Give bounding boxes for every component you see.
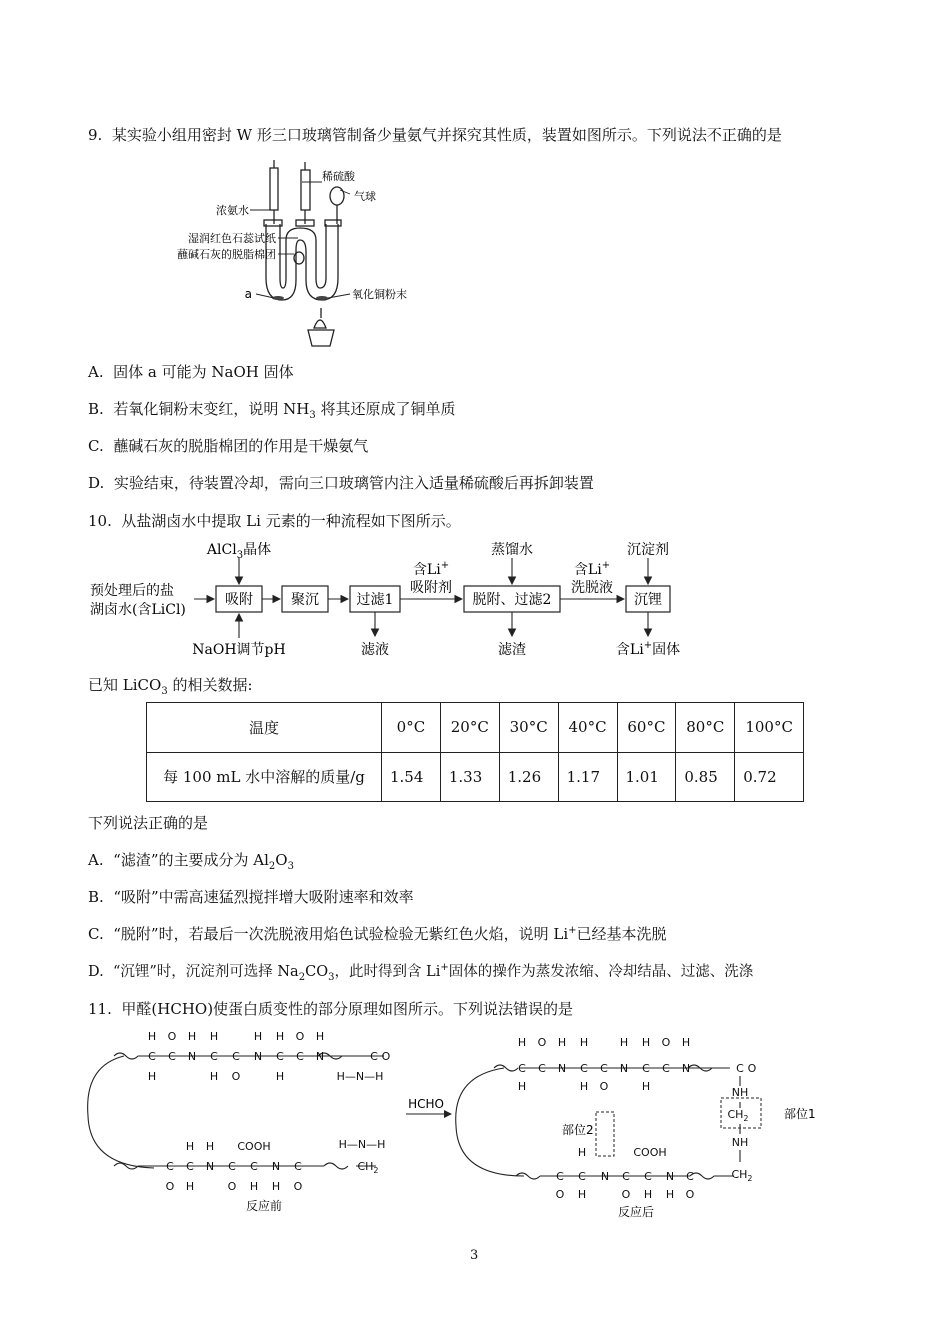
atom-label: C — [644, 1170, 652, 1183]
atom-label: C — [276, 1050, 284, 1063]
q10-stem: 10. 从盐湖卤水中提取 Li 元素的一种流程如下图所示。 — [88, 512, 461, 530]
table-cell: 0°C — [382, 703, 441, 753]
atom-label: C — [642, 1062, 650, 1075]
atom-label: O — [599, 1080, 609, 1093]
flow-out-solid: 含Li+固体 — [615, 640, 681, 658]
atom-label: H — [643, 1188, 653, 1201]
flow-arrow1-bottom: 吸附剂 — [410, 580, 452, 596]
atom-label: C — [538, 1062, 546, 1075]
atom-label: $CH_2$ — [727, 1108, 749, 1123]
atom-label: C — [232, 1050, 240, 1063]
atom-label: O — [295, 1030, 305, 1043]
table-cell: 40°C — [558, 703, 617, 753]
table-cell: 100°C — [735, 703, 804, 753]
atom-label: C — [148, 1050, 156, 1063]
flow-precipitant: 沉淀剂 — [627, 542, 669, 558]
page-number: 3 — [470, 1248, 479, 1263]
atom-label: C — [168, 1050, 176, 1063]
atom-label: H — [579, 1080, 589, 1093]
flow-naoh: NaOH调节pH — [192, 642, 286, 658]
table-row-label: 每 100 mL 水中溶解的质量/g — [147, 752, 382, 802]
table-cell: 1.54 — [382, 752, 441, 802]
atom-label: H — [147, 1030, 157, 1043]
table-cell: 0.85 — [676, 752, 735, 802]
q11-stem: 11. 甲醛(HCHO)使蛋白质变性的部分原理如图所示。下列说法错误的是 — [88, 1000, 574, 1018]
atom-label: H — [641, 1080, 651, 1093]
flow-out-filtrate: 滤液 — [361, 642, 389, 658]
atom-label: N — [315, 1050, 325, 1063]
atom-label: COOH — [237, 1140, 271, 1153]
atom-label: H — [253, 1030, 263, 1043]
atom-label: N — [271, 1160, 281, 1173]
q10-option-b: B. “吸附”中需高速猛烈搅拌增大吸附速率和效率 — [88, 888, 414, 906]
q10-option-a: A. “滤渣”的主要成分为 $Al_2O_3$ — [88, 851, 294, 872]
atom-label: N — [253, 1050, 263, 1063]
table-cell: 1.17 — [558, 752, 617, 802]
atom-label: C — [518, 1062, 526, 1075]
atom-label: C — [186, 1160, 194, 1173]
atom-label: C — [736, 1062, 744, 1075]
table-cell: 80°C — [676, 703, 735, 753]
atom-label: C — [580, 1062, 588, 1075]
atom-label: H — [271, 1180, 281, 1193]
flow-start-line1: 预处理后的盐 — [90, 583, 174, 599]
atom-label: H—N—H — [336, 1070, 384, 1083]
q10-option-d: D. “沉锂”时，沉淀剂可选择 $Na_2CO_3$，此时得到含 Li+固体的操作为蒸发浓缩、冷却结晶、过滤、洗涤 — [88, 962, 754, 983]
table-row — [147, 752, 804, 802]
atom-label: C — [228, 1160, 236, 1173]
atom-label: NH — [731, 1086, 749, 1099]
q10-option-c: C. “脱附”时，若最后一次洗脱液用焰色试验检验无紫红色火焰，说明 Li+已经基本洗脱 — [88, 925, 667, 943]
q10-known-data: 已知 LiCO$_3$ 的相关数据: — [88, 676, 253, 697]
atom-label: N — [665, 1170, 675, 1183]
atom-label: O — [167, 1030, 177, 1043]
box5-label: 沉锂 — [634, 592, 662, 608]
q10-prompt: 下列说法正确的是 — [88, 814, 209, 832]
atom-label: H—N—H — [338, 1138, 386, 1151]
table-cell: 1.01 — [617, 752, 676, 802]
atom-label: O — [685, 1188, 695, 1201]
atom-label: N — [187, 1050, 197, 1063]
after-label: 反应后 — [617, 1205, 655, 1219]
atom-label: O — [747, 1062, 757, 1075]
flow-arrow2-top: 含Li+ — [573, 560, 611, 578]
table-header-label: 温度 — [147, 703, 382, 753]
before-label: 反应前 — [245, 1199, 283, 1213]
atom-label: H — [249, 1180, 259, 1193]
atom-label: C — [294, 1160, 302, 1173]
atom-label: H — [209, 1070, 219, 1083]
atom-label: C — [556, 1170, 564, 1183]
atom-label: H — [205, 1140, 215, 1153]
atom-label: H — [577, 1146, 587, 1159]
atom-label: C — [250, 1160, 258, 1173]
table-row — [147, 703, 804, 753]
box4-label: 脱附、过滤2 — [472, 592, 552, 608]
table-cell: 30°C — [499, 703, 558, 753]
atom-label: O — [555, 1188, 565, 1201]
atom-label: H — [681, 1036, 691, 1049]
q9-option-c: C. 蘸碱石灰的脱脂棉团的作用是干燥氨气 — [88, 437, 369, 455]
atom-label: H — [275, 1070, 285, 1083]
atom-label: H — [209, 1030, 219, 1043]
flow-out-residue: 滤渣 — [498, 642, 526, 658]
q9-option-d: D. 实验结束，待装置冷却，需向三口玻璃管内注入适量稀硫酸后再拆卸装置 — [88, 474, 594, 492]
table-cell: 20°C — [440, 703, 499, 753]
atom-label: N — [557, 1062, 567, 1075]
atom-label: $CH_2$ — [731, 1168, 753, 1183]
atom-label: O — [381, 1050, 391, 1063]
ammonia-apparatus-figure — [150, 160, 440, 350]
atom-label: H — [315, 1030, 325, 1043]
label-ammonia-water: 浓氨水 — [216, 204, 249, 217]
atom-label: H — [275, 1030, 285, 1043]
atom-label: H — [517, 1080, 527, 1093]
label-solid-a: a — [244, 287, 252, 301]
atom-label: C — [686, 1170, 694, 1183]
table-cell: 1.33 — [440, 752, 499, 802]
box2-label: 聚沉 — [291, 592, 319, 608]
atom-label: H — [579, 1036, 589, 1049]
atom-label: COOH — [633, 1146, 667, 1159]
q9-option-b: B. 若氧化铜粉末变红，说明 $NH_3$ 将其还原成了铜单质 — [88, 400, 456, 421]
label-soda-lime: 蘸碱石灰的脱脂棉团 — [177, 248, 276, 261]
atom-label: H — [185, 1140, 195, 1153]
atom-label: N — [681, 1062, 691, 1075]
atom-label: H — [577, 1188, 587, 1201]
solubility-table — [146, 702, 804, 802]
atom-label: N — [205, 1160, 215, 1173]
atom-label: C — [622, 1170, 630, 1183]
atom-label: O — [231, 1070, 241, 1083]
atom-label: H — [185, 1180, 195, 1193]
atom-label: $CH_2$ — [357, 1160, 379, 1175]
protein-denaturation-figure — [84, 1026, 824, 1226]
label-litmus: 湿润红色石蕊试纸 — [188, 232, 276, 245]
box3-label: 过滤1 — [356, 592, 394, 608]
atom-label: H — [187, 1030, 197, 1043]
q9-option-a: A. 固体 a 可能为 NaOH 固体 — [88, 363, 294, 381]
label-dilute-acid: 稀硫酸 — [322, 170, 355, 183]
atom-label: C — [578, 1170, 586, 1183]
atom-label: O — [227, 1180, 237, 1193]
atom-label: H — [147, 1070, 157, 1083]
reagent-label: HCHO — [408, 1097, 444, 1111]
box1-label: 吸附 — [225, 592, 253, 608]
label-balloon: 气球 — [354, 190, 376, 203]
atom-label: C — [210, 1050, 218, 1063]
atom-label: O — [537, 1036, 547, 1049]
atom-label: H — [517, 1036, 527, 1049]
atom-label: H — [619, 1036, 629, 1049]
flow-start-line2: 湖卤水(含LiCl) — [90, 602, 186, 618]
atom-label: C — [662, 1062, 670, 1075]
atom-label: C — [296, 1050, 304, 1063]
q9-stem: 9. 某实验小组用密封 W 形三口玻璃管制备少量氨气并探究其性质，装置如图所示。下列说法不正确的是 — [88, 126, 782, 144]
atom-label: H — [665, 1188, 675, 1201]
atom-label: O — [661, 1036, 671, 1049]
atom-label: O — [165, 1180, 175, 1193]
atom-label: N — [600, 1170, 610, 1183]
atom-label: C — [166, 1160, 174, 1173]
atom-label: H — [557, 1036, 567, 1049]
atom-label: C — [370, 1050, 378, 1063]
site2-label: 部位2 — [562, 1123, 594, 1137]
atom-label: O — [621, 1188, 631, 1201]
atom-label: N — [619, 1062, 629, 1075]
atom-label: C — [600, 1062, 608, 1075]
flow-arrow2-bottom: 洗脱液 — [571, 580, 613, 596]
table-cell: 0.72 — [735, 752, 804, 802]
site1-label: 部位1 — [784, 1107, 816, 1121]
flow-arrow1-top: 含Li+ — [412, 560, 450, 578]
label-copper-oxide: 氧化铜粉末 — [352, 288, 407, 301]
atom-label: O — [293, 1180, 303, 1193]
table-cell: 60°C — [617, 703, 676, 753]
flow-water: 蒸馏水 — [491, 542, 533, 558]
atom-label: NH — [731, 1136, 749, 1149]
flow-alcl3: AlCl$_3$晶体 — [206, 542, 272, 561]
lithium-flow-diagram — [86, 536, 706, 664]
atom-label: H — [641, 1036, 651, 1049]
table-cell: 1.26 — [499, 752, 558, 802]
